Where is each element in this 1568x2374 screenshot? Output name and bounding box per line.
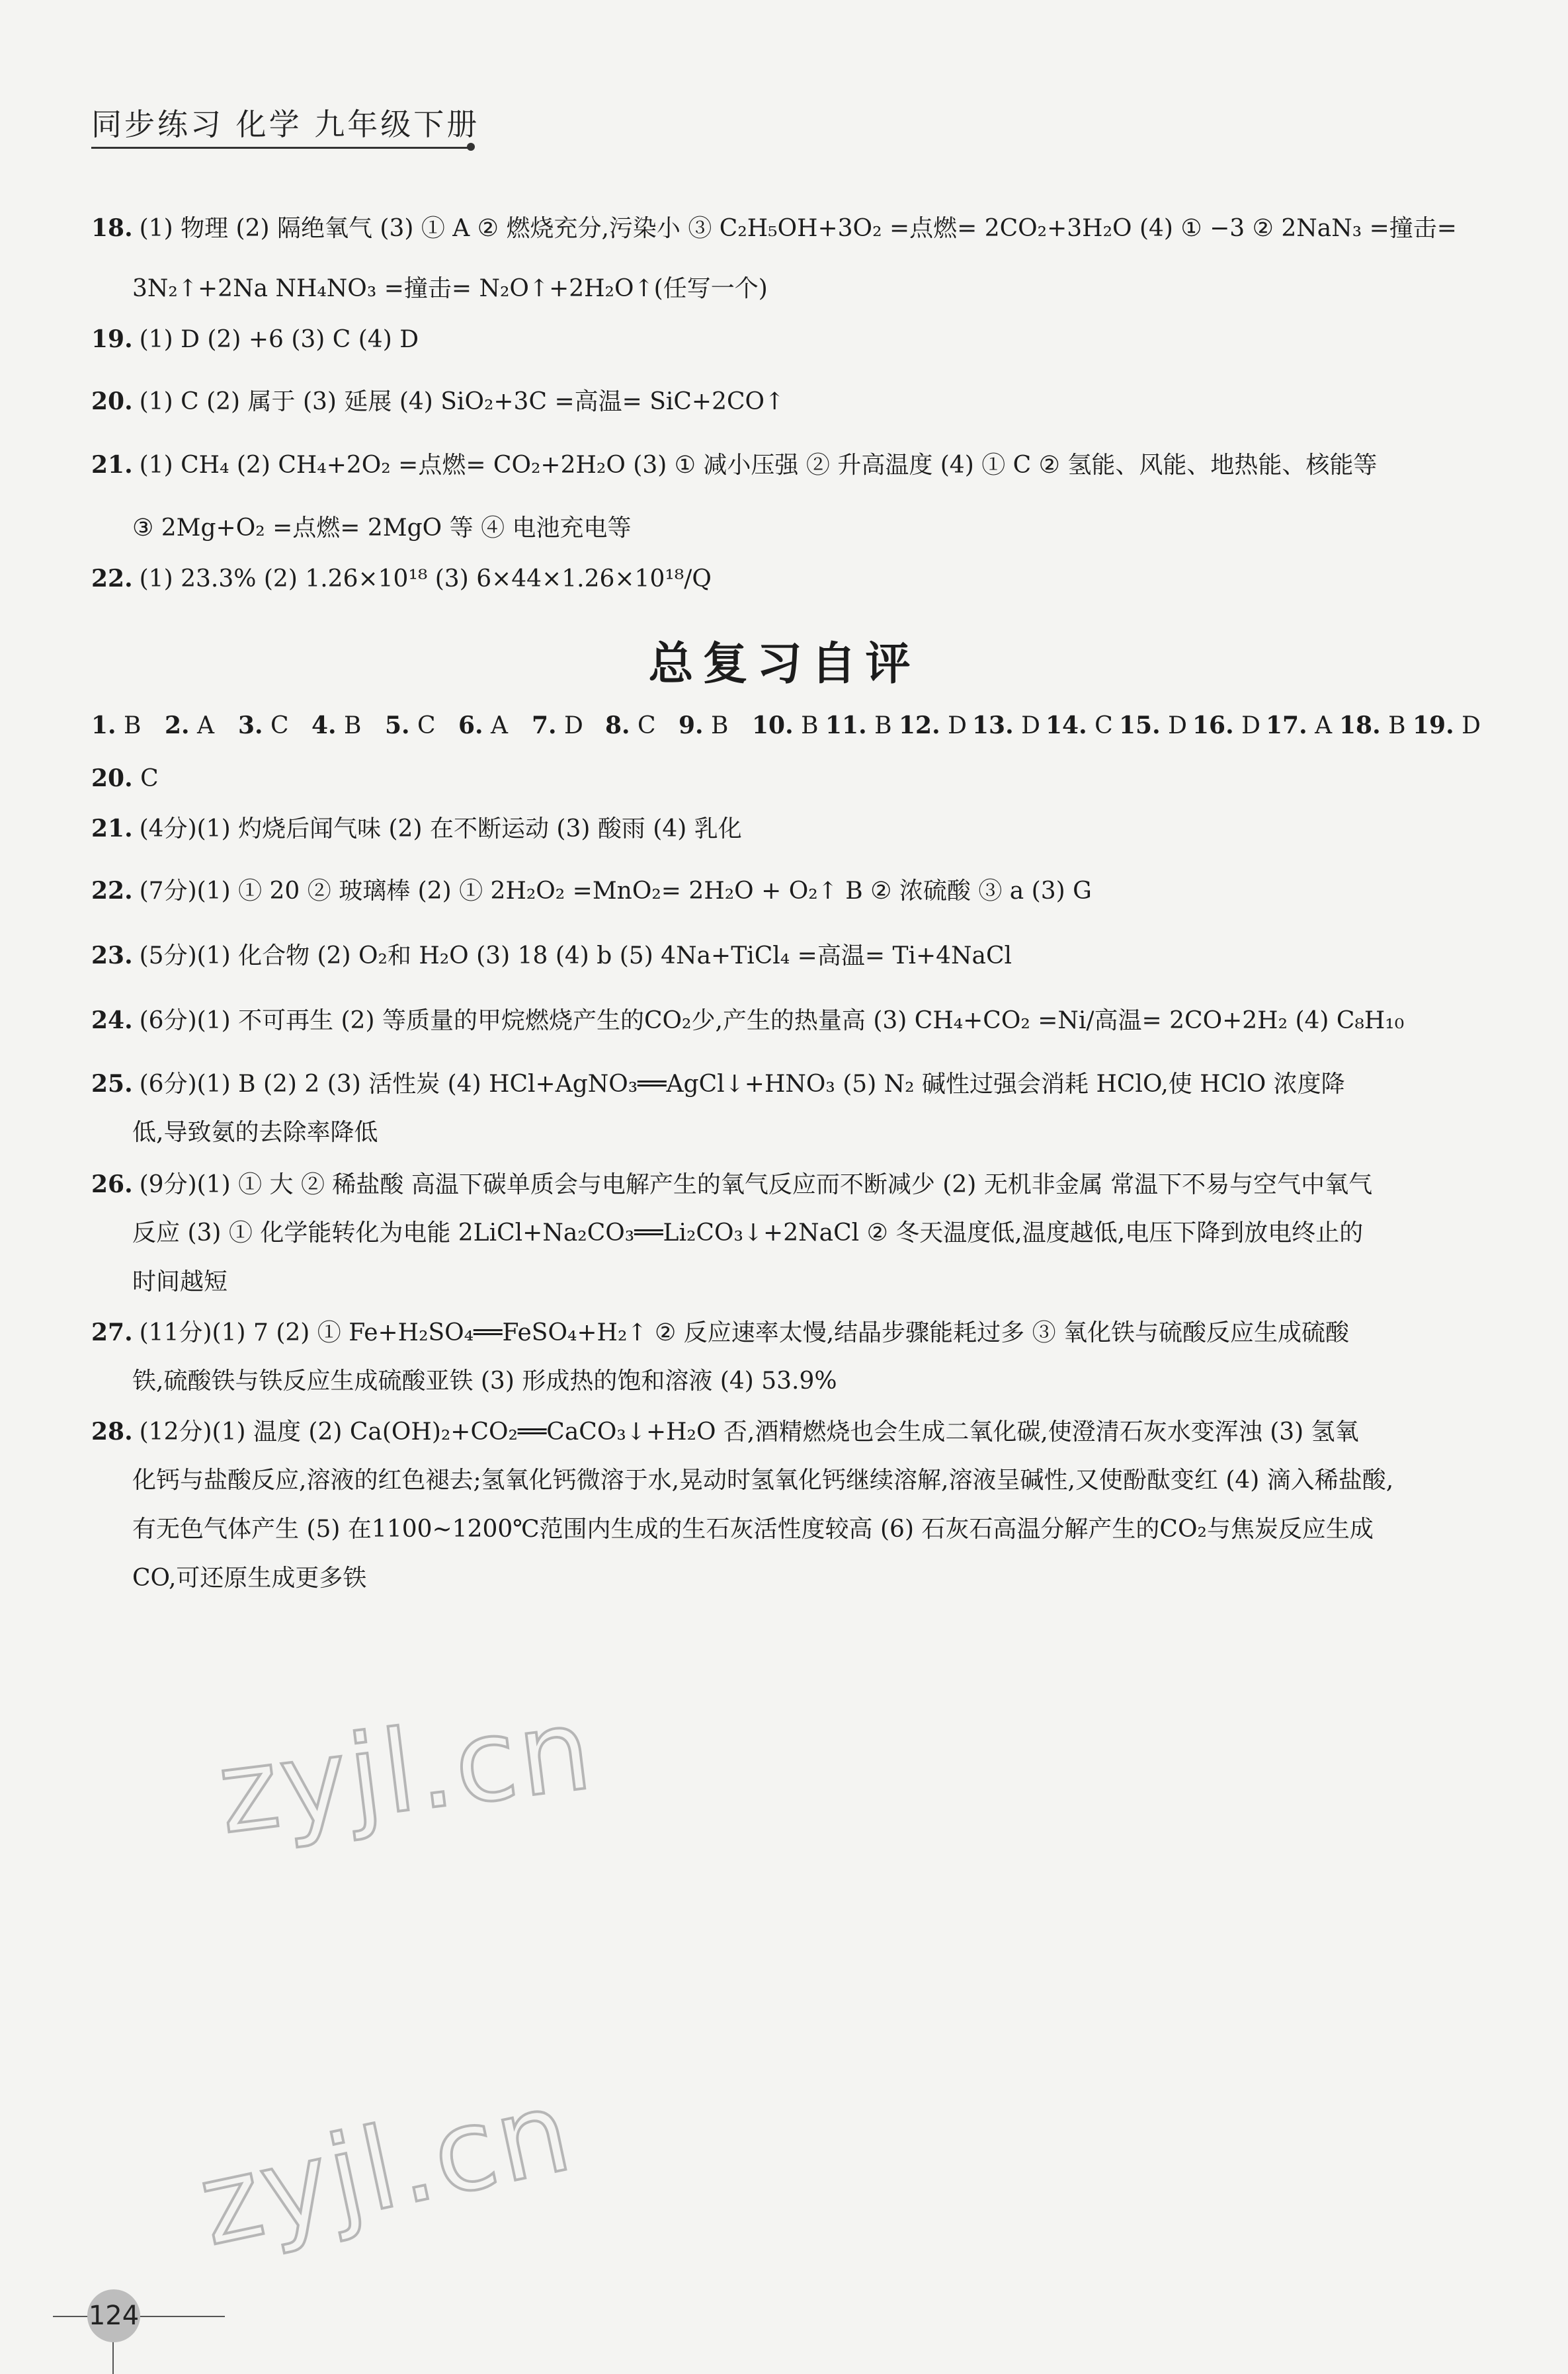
mc-answer: 12. D (899, 712, 967, 739)
answer-line (132, 512, 1515, 545)
answer-line (91, 385, 1515, 419)
mc-answer: 15. D (1119, 712, 1187, 739)
question-number: 20. (91, 388, 133, 415)
answer-line (132, 1513, 1515, 1546)
mc-answer: 4. B (311, 712, 362, 739)
mc-answer: 10. B (752, 712, 819, 739)
mc-answer: 20. C (91, 764, 159, 792)
header-rule (91, 147, 468, 149)
answer-line (91, 939, 1515, 973)
answer-line (91, 212, 1515, 245)
answer-line (91, 1316, 1515, 1350)
answer-line (91, 1415, 1515, 1449)
answer-text: (1) 23.3% (2) 1.26×10¹⁸ (3) 6×44×1.26×10¹⁸/Q (139, 565, 712, 593)
answer-line (132, 1365, 1515, 1398)
watermark: zyjl.cn (212, 1684, 600, 1860)
mc-answer: 17. A (1266, 712, 1333, 739)
answer-text: (6分)(1) B (2) 2 (3) 活性炭 (4) HCl+AgNO₃══AgCl↓+HNO₃ (5) N₂ 碱性过强会消耗 HClO,使 HClO 浓度降 (139, 1071, 1345, 1098)
answer-text: (11分)(1) 7 (2) ① Fe+H₂SO₄══FeSO₄+H₂↑ ② 反应速率太慢,结晶步骤能耗过多 ③ 氧化铁与硫酸反应生成硫酸 (139, 1319, 1350, 1346)
answer-text: (7分)(1) ① 20 ② 玻璃棒 (2) ① 2H₂O₂ =MnO₂= 2H₂O + O₂↑ B ② 浓硫酸 ③ a (3) G (139, 878, 1092, 905)
answer-line (91, 1168, 1515, 1202)
answer-line (91, 1004, 1515, 1038)
mc-answer: 1. B (91, 712, 142, 739)
answer-line (91, 874, 1515, 908)
answer-text: (1) C (2) 属于 (3) 延展 (4) SiO₂+3C =高温= SiC+2CO↑ (139, 388, 785, 415)
mc-answer: 8. C (605, 712, 656, 739)
answer-line (132, 1217, 1515, 1250)
answer-line (91, 562, 1515, 596)
mc-answer: 7. D (532, 712, 583, 739)
answer-text: (5分)(1) 化合物 (2) O₂和 H₂O (3) 18 (4) b (5) 4Na+TiCl₄ =高温= Ti+4NaCl (139, 942, 1012, 969)
mc-answer: 11. B (825, 712, 892, 739)
mc-answer: 16. D (1192, 712, 1260, 739)
answer-text: 化钙与盐酸反应,溶液的红色褪去;氢氧化钙微溶于水,晃动时氢氧化钙继续溶解,溶液呈碱性,又使酚酞变红 (4) 滴入稀盐酸, (132, 1467, 1394, 1494)
answer-line (132, 1116, 1515, 1149)
mc-answer: 18. B (1339, 712, 1406, 739)
question-number: 25. (91, 1070, 133, 1098)
header-dot (467, 143, 475, 151)
question-number: 21. (91, 815, 133, 842)
page-number: 124 (87, 2289, 140, 2342)
mc-answer: 19. D (1413, 712, 1481, 739)
answer-text: (9分)(1) ① 大 ② 稀盐酸 高温下碳单质会与电解产生的氧气反应而不断减少 (2) 无机非金属 常温下不易与空气中氧气 (139, 1171, 1373, 1198)
mc-answer: 14. C (1046, 712, 1113, 739)
answer-text: 反应 (3) ① 化学能转化为电能 2LiCl+Na₂CO₃══Li₂CO₃↓+2NaCl ② 冬天温度低,温度越低,电压下降到放电终止的 (132, 1219, 1364, 1247)
question-number: 24. (91, 1006, 133, 1034)
question-number: 28. (91, 1418, 133, 1446)
answer-line (132, 1464, 1515, 1497)
mc-answer: 9. B (679, 712, 729, 739)
question-number: 22. (91, 565, 133, 593)
answer-text: (1) CH₄ (2) CH₄+2O₂ =点燃= CO₂+2H₂O (3) ① 减小压强 ② 升高温度 (4) ① C ② 氢能、风能、地热能、核能等 (139, 452, 1378, 479)
answer-text: (1) D (2) +6 (3) C (4) D (139, 326, 419, 353)
mc-answer: 6. A (458, 712, 509, 739)
question-number: 22. (91, 877, 133, 905)
answer-line (91, 448, 1515, 482)
answer-text: (6分)(1) 不可再生 (2) 等质量的甲烷燃烧产生的CO₂少,产生的热量高 (3) CH₄+CO₂ =Ni/高温= 2CO+2H₂ (4) C₈H₁₀ (139, 1007, 1405, 1034)
answer-text: (12分)(1) 温度 (2) Ca(OH)₂+CO₂══CaCO₃↓+H₂O 否,酒精燃烧也会生成二氧化碳,使澄清石灰水变浑浊 (3) 氢氧 (139, 1418, 1359, 1446)
mc-answer: 5. C (385, 712, 436, 739)
watermark: zyjl.cn (188, 2065, 583, 2272)
mc-row (91, 762, 159, 796)
answer-line (132, 1562, 1515, 1595)
mc-answer: 2. A (165, 712, 215, 739)
question-number: 23. (91, 942, 133, 969)
answer-text: 3N₂↑+2Na NH₄NO₃ =撞击= N₂O↑+2H₂O↑(任写一个) (132, 275, 768, 302)
question-number: 26. (91, 1170, 133, 1198)
answer-text: 低,导致氨的去除率降低 (132, 1119, 378, 1146)
answer-line (91, 812, 1515, 846)
question-number: 21. (91, 451, 133, 479)
mc-answer: 3. C (238, 712, 289, 739)
answer-text: 时间越短 (132, 1268, 228, 1295)
answer-text: CO,可还原生成更多铁 (132, 1565, 367, 1592)
section-title: 总复习自评 (648, 638, 920, 690)
mc-answer: 13. D (972, 712, 1040, 739)
answer-text: 有无色气体产生 (5) 在1100~1200℃范围内生成的生石灰活性度较高 (6) 石灰石高温分解产生的CO₂与焦炭反应生成 (132, 1516, 1374, 1543)
answer-text: (1) 物理 (2) 隔绝氧气 (3) ① A ② 燃烧充分,污染小 ③ C₂H₅OH+3O₂ =点燃= 2CO₂+3H₂O (4) ① −3 ② 2NaN₃ =撞击= (139, 215, 1457, 242)
answer-text: ③ 2Mg+O₂ =点燃= 2MgO 等 ④ 电池充电等 (132, 514, 632, 542)
answer-line (132, 1266, 1515, 1299)
header-title: 同步练习 化学 九年级下册 (91, 106, 480, 142)
answer-text: (4分)(1) 灼烧后闻气味 (2) 在不断运动 (3) 酸雨 (4) 乳化 (139, 815, 742, 842)
answer-line (91, 323, 1515, 356)
answer-text: 铁,硫酸铁与铁反应生成硫酸亚铁 (3) 形成热的饱和溶液 (4) 53.9% (132, 1368, 837, 1395)
question-number: 19. (91, 325, 133, 353)
answer-line (132, 272, 1515, 306)
question-number: 18. (91, 214, 133, 242)
mc-row (91, 709, 1486, 743)
question-number: 27. (91, 1319, 133, 1346)
answer-line (91, 1067, 1515, 1101)
